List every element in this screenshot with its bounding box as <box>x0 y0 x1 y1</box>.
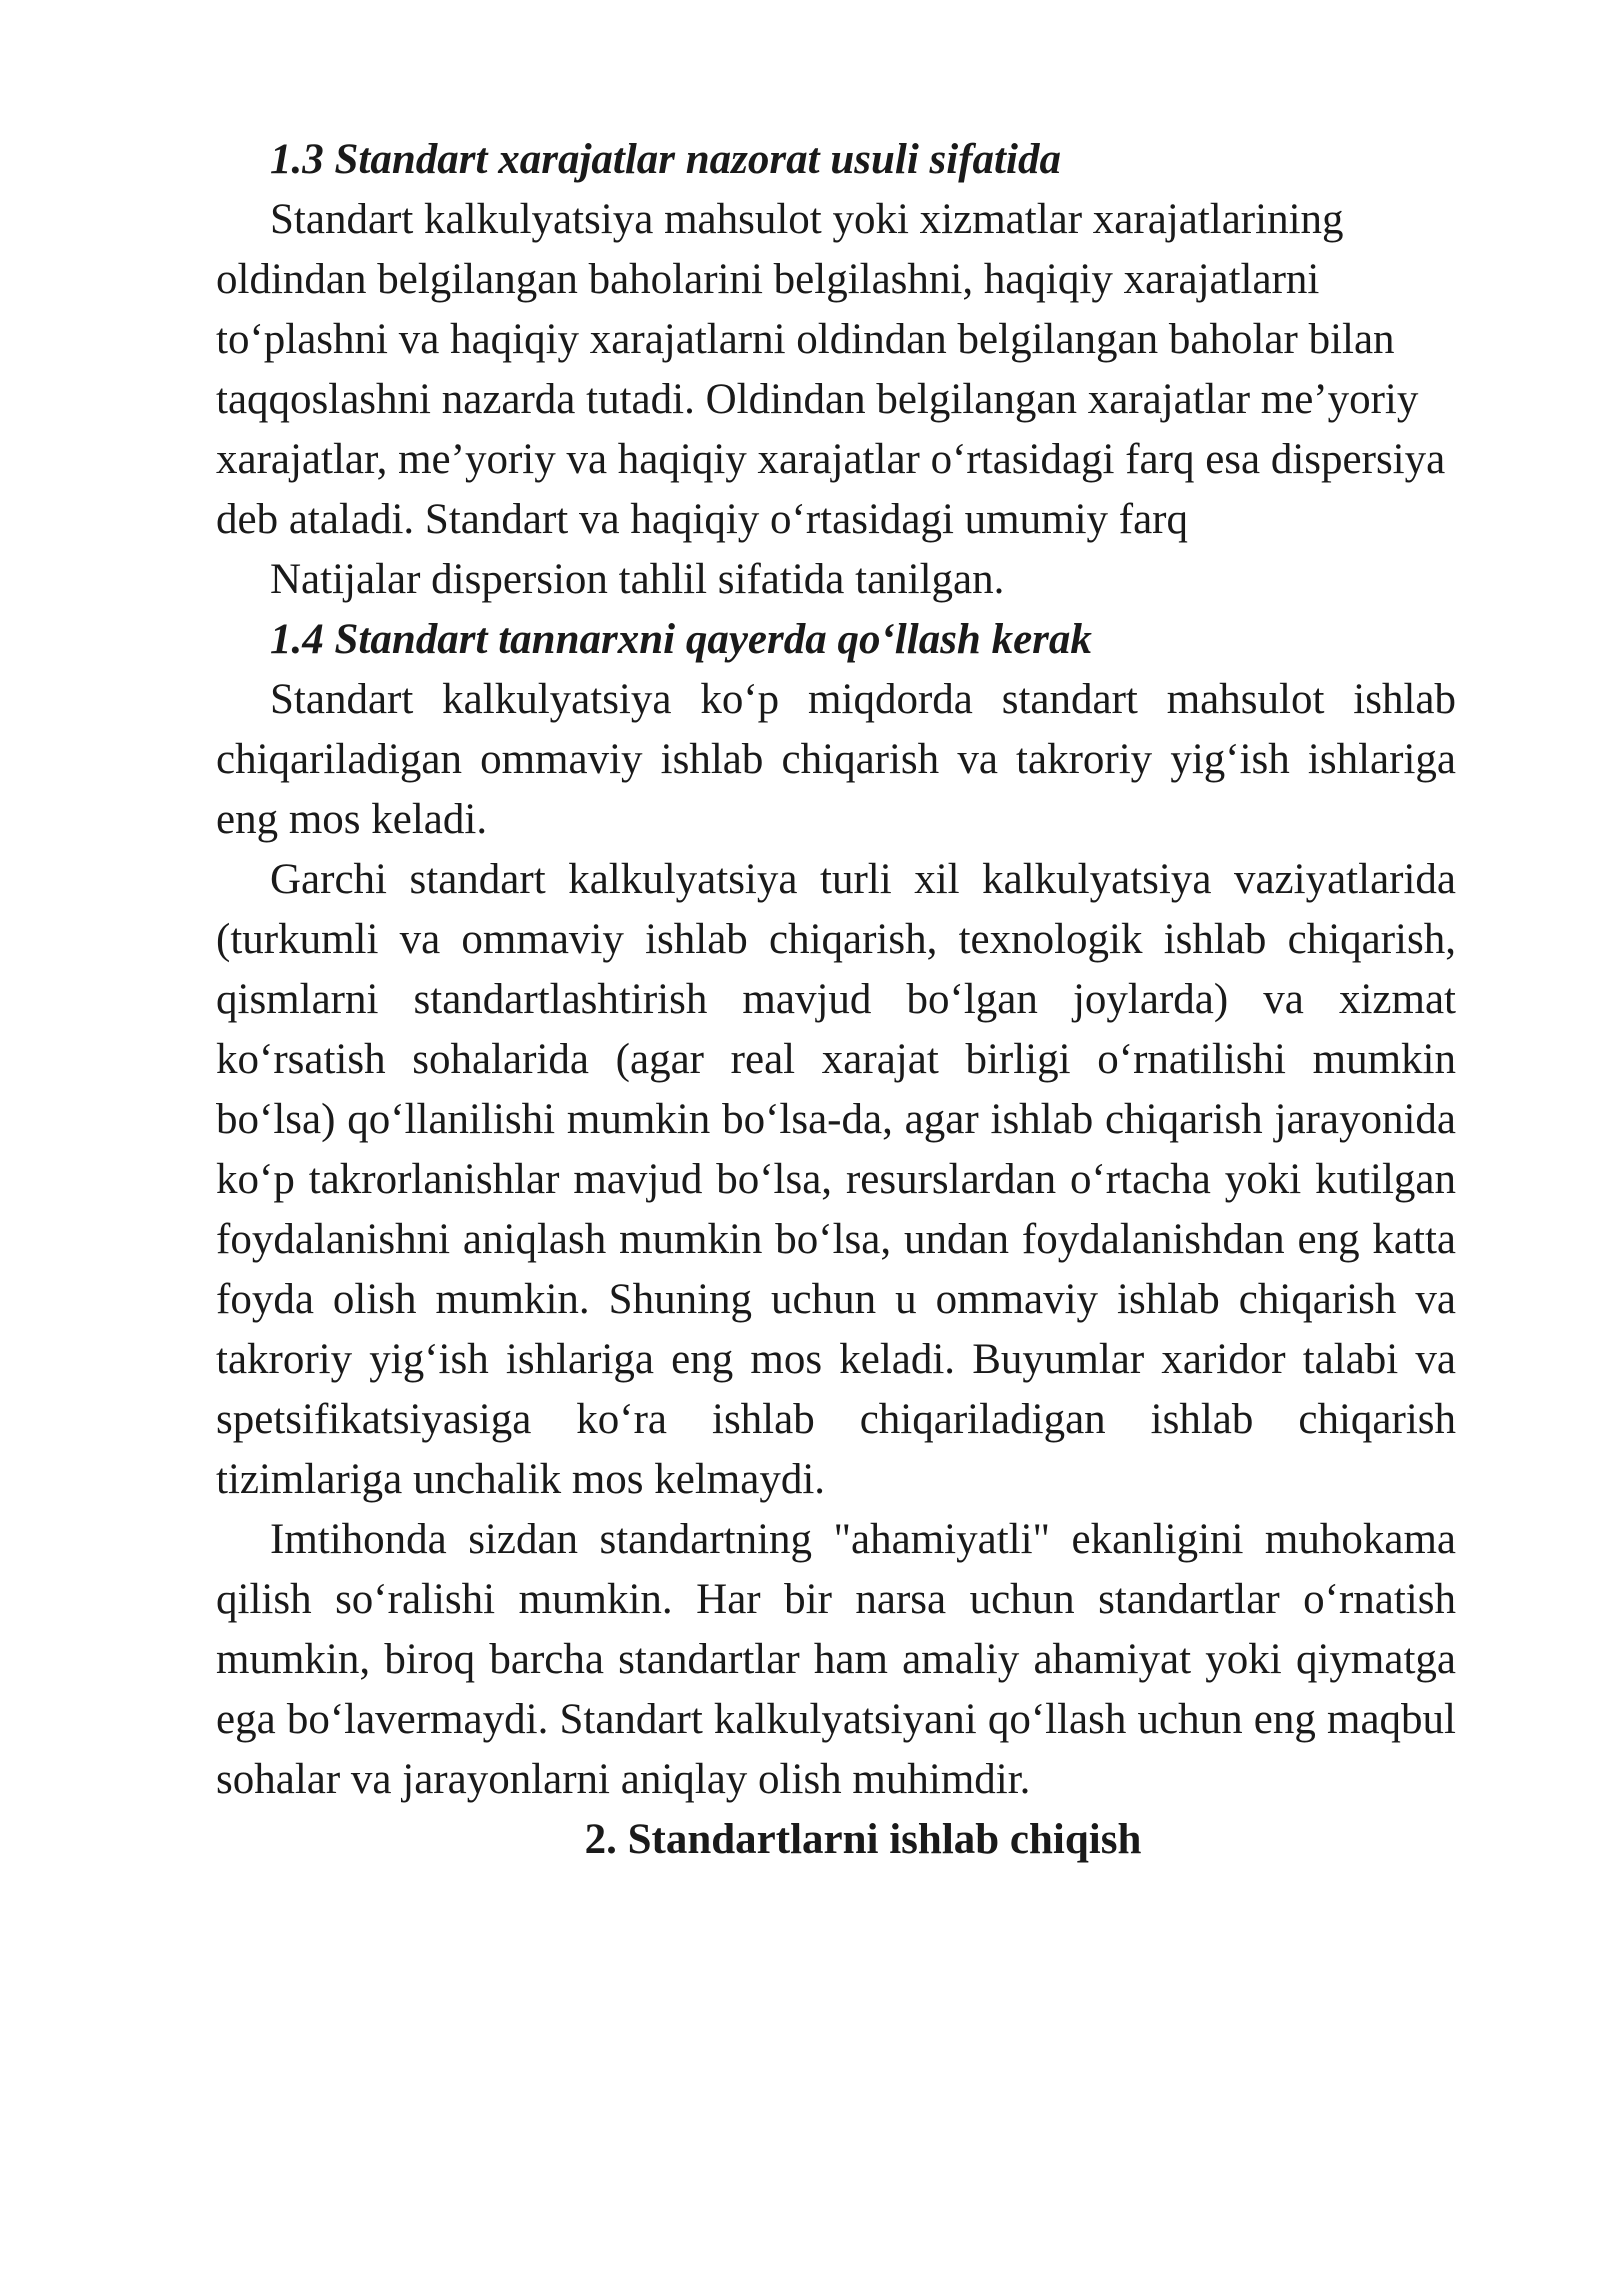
chapter-heading-2: 2. Standartlarni ishlab chiqish <box>584 1816 1142 1863</box>
section-heading-1-4: 1.4 Standart tannarxni qayerda qo‘llash kerak <box>270 616 1092 663</box>
document-page <box>216 130 1456 1870</box>
paragraph-variance-analysis: Natijalar dispersion tahlil sifatida tanilgan. <box>270 556 1005 603</box>
paragraph-mass-production: Standart kalkulyatsiya ko‘p miqdorda standart mahsulot ishlab chiqariladigan ommaviy ishlab chiqarish va takroriy yig‘ish ishlariga eng mos keladi. <box>216 676 1456 843</box>
section-heading-1-3: 1.3 Standart xarajatlar nazorat usuli sifatida <box>270 136 1061 183</box>
paragraph-standard-costing-definition: Standart kalkulyatsiya mahsulot yoki xizmatlar xarajatlarining oldindan belgilangan baholarini belgilashni, haqiqiy xarajatlarni to‘plashni va haqiqiy xarajatlarni oldindan belgilangan baholar bilan taqqoslashni nazarda tutadi. Oldindan belgilangan xarajatlar me’yoriy xarajatlar, me’yoriy va haqiqiy xarajatlar o‘rtasidagi farq esa dispersiya deb ataladi. Standart va haqiqiy o‘rtasidagi umumiy farq <box>216 196 1446 543</box>
paragraph-exam-significance: Imtihonda sizdan standartning "ahamiyatli" ekanligini muhokama qilish so‘ralishi mumkin. Har bir narsa uchun standartlar o‘rnatish mumkin, biroq barcha standartlar ham amaliy ahamiyat yoki qiymatga ega bo‘lavermaydi. Standart kalkulyatsiyani qo‘llash uchun eng maqbul sohalar va jarayonlarni aniqlay olish muhimdir. <box>216 1516 1456 1803</box>
paragraph-applicability: Garchi standart kalkulyatsiya turli xil kalkulyatsiya vaziyatlarida (turkumli va ommaviy ishlab chiqarish, texnologik ishlab chiqarish, qismlarni standartlashtirish mavjud bo‘lgan joylarda) va xizmat ko‘rsatish sohalarida (agar real xarajat birligi o‘rnatilishi mumkin bo‘lsa) qo‘llanilishi mumkin bo‘lsa-da, agar ishlab chiqarish jarayonida ko‘p takrorlanishlar mavjud bo‘lsa, resurslardan o‘rtacha yoki kutilgan foydalanishni aniqlash mumkin bo‘lsa, undan foydalanishdan eng katta foyda olish mumkin. Shuning uchun u ommaviy ishlab chiqarish va takroriy yig‘ish ishlariga eng mos keladi. Buyumlar xaridor talabi va spetsifikatsiyasiga ko‘ra ishlab chiqariladigan ishlab chiqarish tizimlariga unchalik mos kelmaydi. <box>216 856 1456 1503</box>
